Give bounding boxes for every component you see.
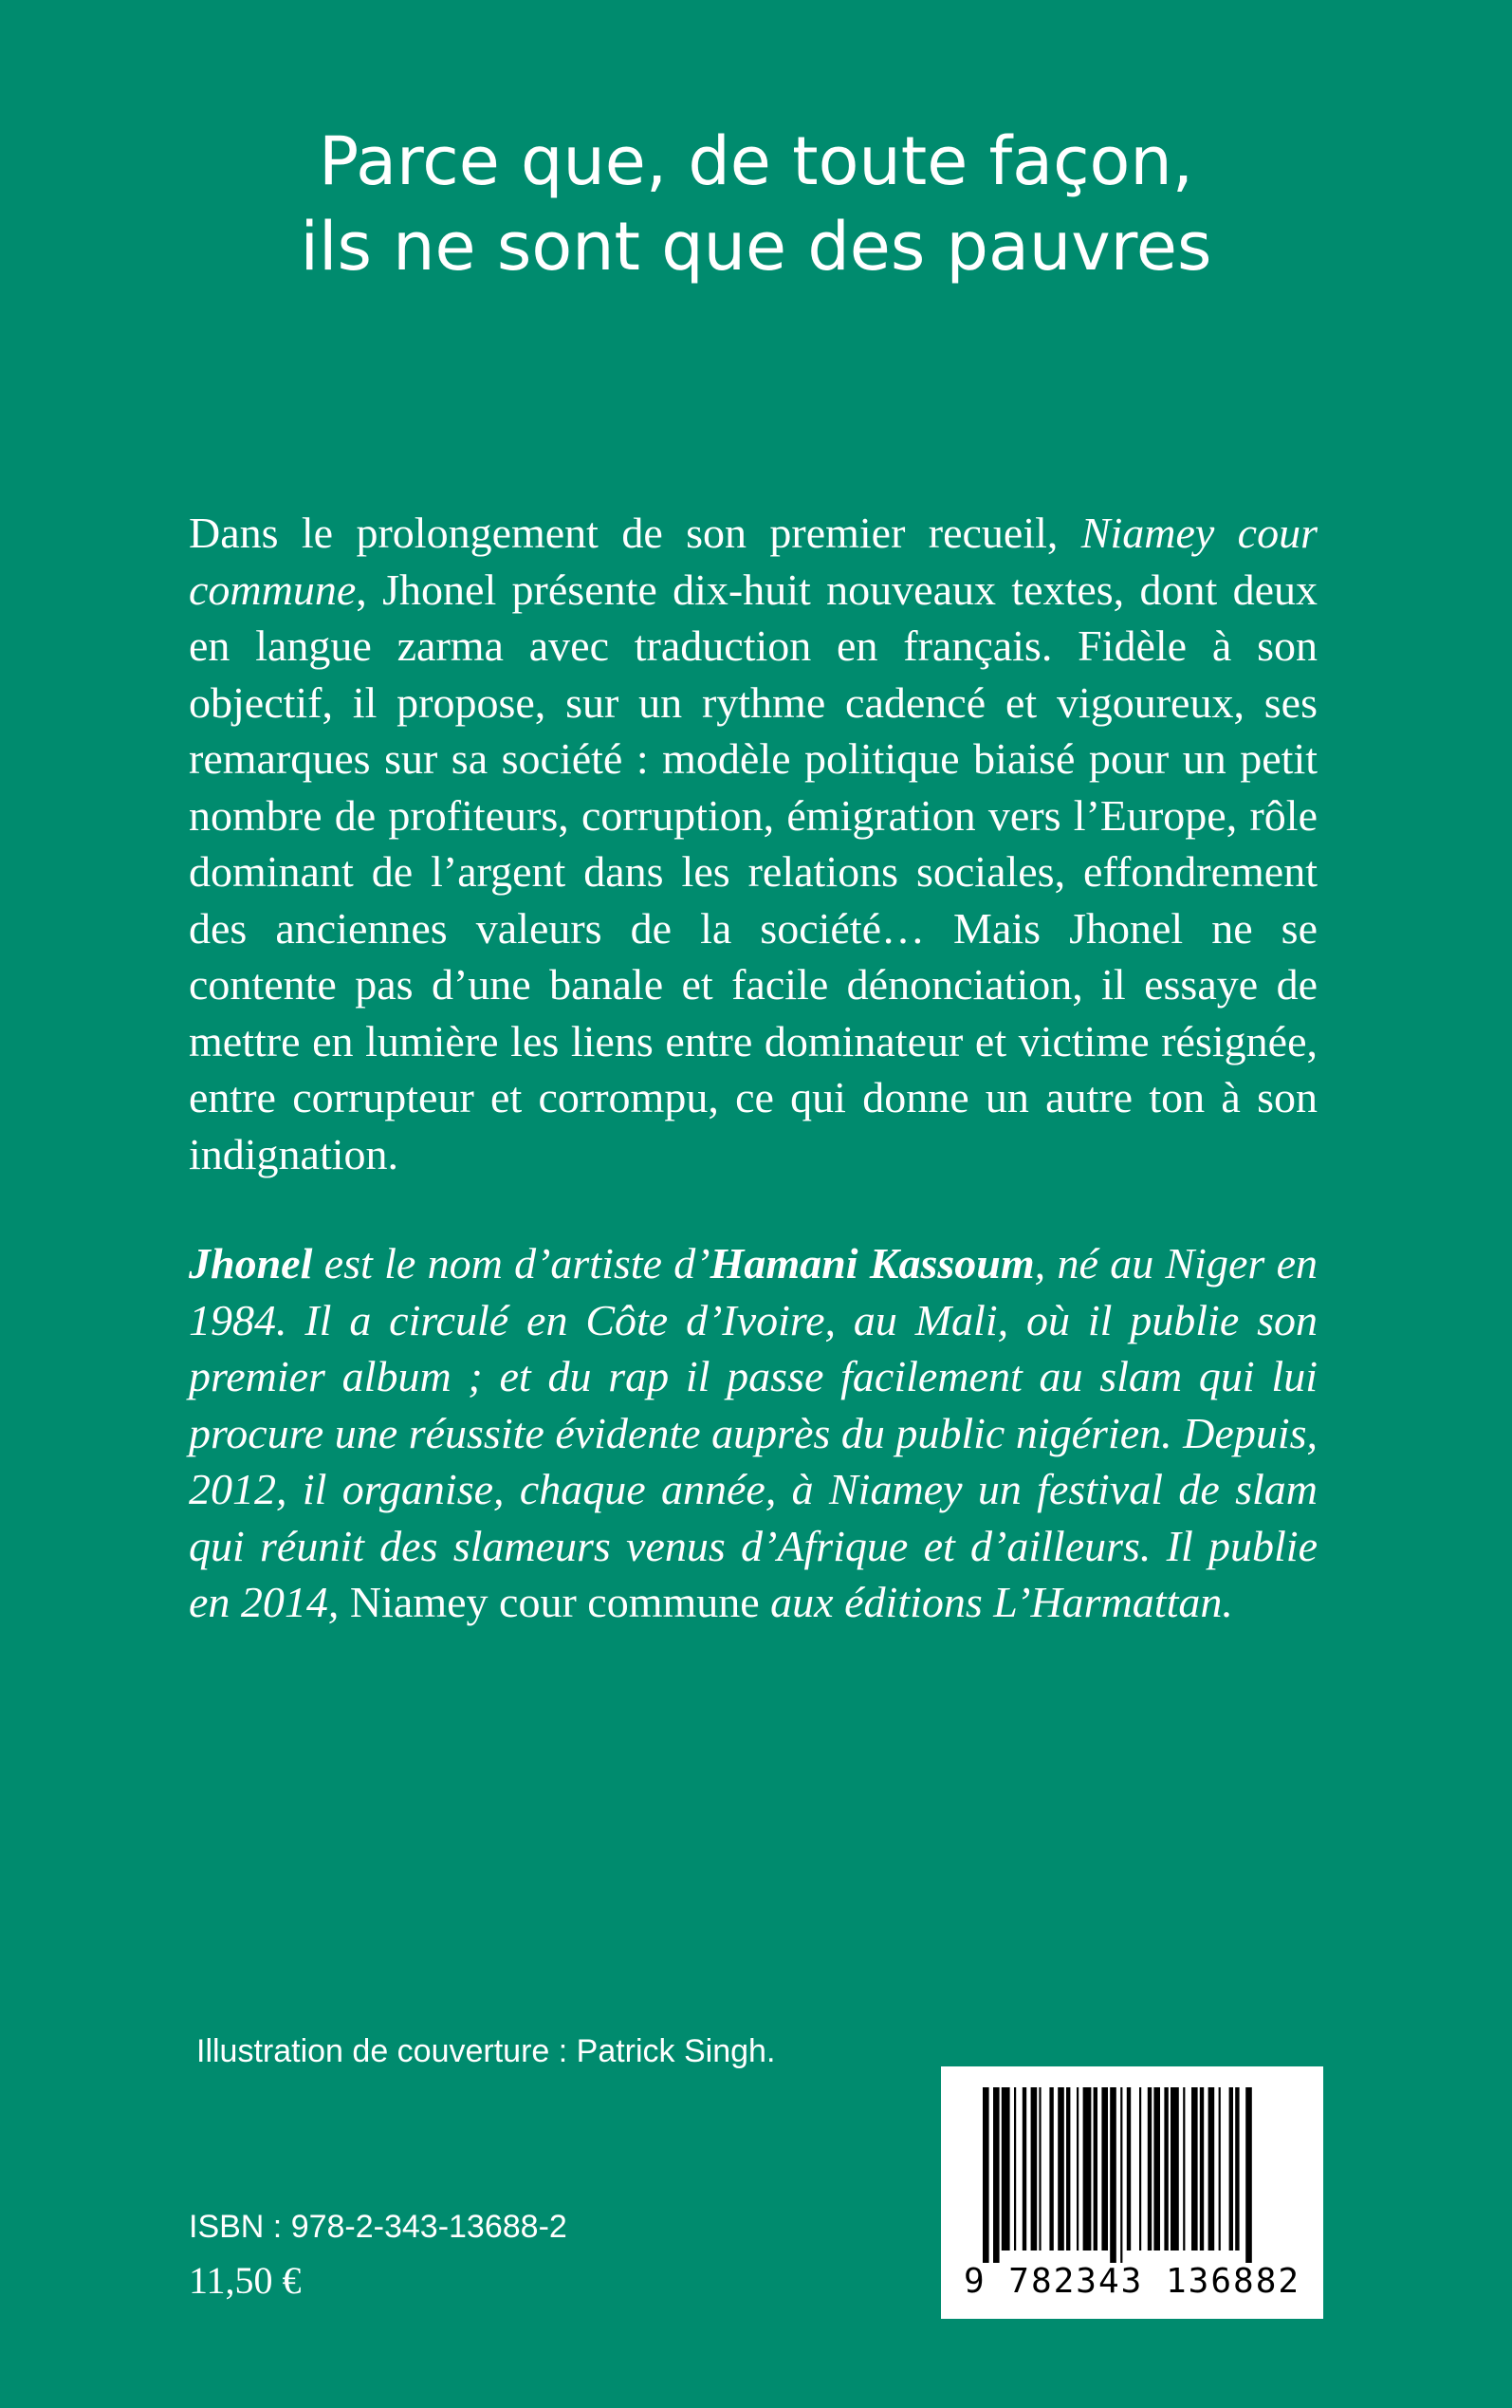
barcode-bar — [1077, 2087, 1079, 2251]
barcode-bar — [1058, 2087, 1064, 2251]
author-name: Jhonel — [189, 1239, 313, 1287]
book-title — [0, 119, 1512, 289]
barcode-bar — [1002, 2087, 1010, 2251]
barcode-bar — [1183, 2087, 1185, 2251]
barcode-bar — [1229, 2087, 1233, 2251]
barcode-bar — [1235, 2087, 1239, 2251]
barcode-bar — [1245, 2087, 1252, 2263]
back-cover-text — [189, 505, 1318, 1631]
barcode-bar — [1171, 2087, 1179, 2251]
barcode-bar — [1153, 2087, 1160, 2251]
bio-book-title: Niamey cour commune — [349, 1578, 760, 1626]
title-line-1: Parce que, de toute façon, — [319, 122, 1193, 200]
barcode-bar — [1219, 2087, 1221, 2251]
barcode-bar — [1101, 2087, 1108, 2251]
previous-book-title: Niamey cour commune — [189, 509, 1318, 614]
barcode-bar — [1208, 2087, 1215, 2251]
barcode-bar — [1139, 2087, 1141, 2251]
barcode-bar — [1049, 2087, 1053, 2251]
barcode — [941, 2066, 1323, 2319]
barcode-bar — [1200, 2087, 1204, 2251]
title-line-2: ils ne sont que des pauvres — [300, 208, 1212, 286]
barcode-bar — [983, 2087, 989, 2263]
barcode-bar — [1127, 2087, 1131, 2251]
author-bio: Jhonel est le nom d’artiste d’Hamani Kassoum, né au Niger en 1984. Il a circulé en Côte d’Ivoire, au Mali, où il publie son premier album ; et du rap il passe facilement au slam qui lui procure une réussite évidente auprès du public nigérien. Depuis, 2012, il organise, chaque année, à Niamey un festival de slam qui réunit des slameurs venus d’Afrique et d’ailleurs. Il publie en 2014, Niamey cour commune aux éditions L’Harmattan. — [189, 1239, 1318, 1626]
barcode-bar — [1120, 2087, 1122, 2263]
barcode-bar — [1148, 2087, 1152, 2251]
barcode-digits: 9 782343 136882 — [963, 2262, 1301, 2301]
author-real-name: Hamani Kassoum — [710, 1239, 1035, 1287]
barcode-bar — [1066, 2087, 1070, 2251]
barcode-bar — [1023, 2087, 1026, 2251]
barcode-bar — [993, 2087, 1000, 2263]
barcode-bar — [1014, 2087, 1016, 2251]
barcode-bar — [1039, 2087, 1041, 2251]
isbn: ISBN : 978-2-343-13688-2 — [189, 2209, 567, 2245]
summary-paragraph: Dans le prolongement de son premier recueil, Niamey cour commune, Jhonel présente dix-huit nouveaux textes, dont deux en langue zarma avec traduction en français. Fidèle à son objectif, il propose, sur un rythme cadencé et vigoureux, ses remarques sur sa société : modèle politique biaisé pour un petit nombre de profiteurs, corruption, émigration vers l’Europe, rôle dominant de l’argent dans les relations sociales, effondrement des anciennes valeurs de la société… Mais Jhonel ne se contente pas d’une banale et facile dénonciation, il essaye de mettre en lumière les liens entre dominateur et victime résignée, entre corrupteur et corrompu, ce qui donne un autre ton à son indignation. — [189, 509, 1318, 1178]
price: 11,50 € — [189, 2259, 302, 2302]
barcode-bar — [1191, 2087, 1198, 2251]
barcode-bar — [1083, 2087, 1092, 2251]
barcode-bar — [1110, 2087, 1116, 2263]
barcode-bar — [1031, 2087, 1038, 2251]
barcode-bar — [1094, 2087, 1097, 2251]
barcode-bar — [1164, 2087, 1168, 2251]
illustration-credit: Illustration de couverture : Patrick Singh. — [196, 2033, 776, 2069]
